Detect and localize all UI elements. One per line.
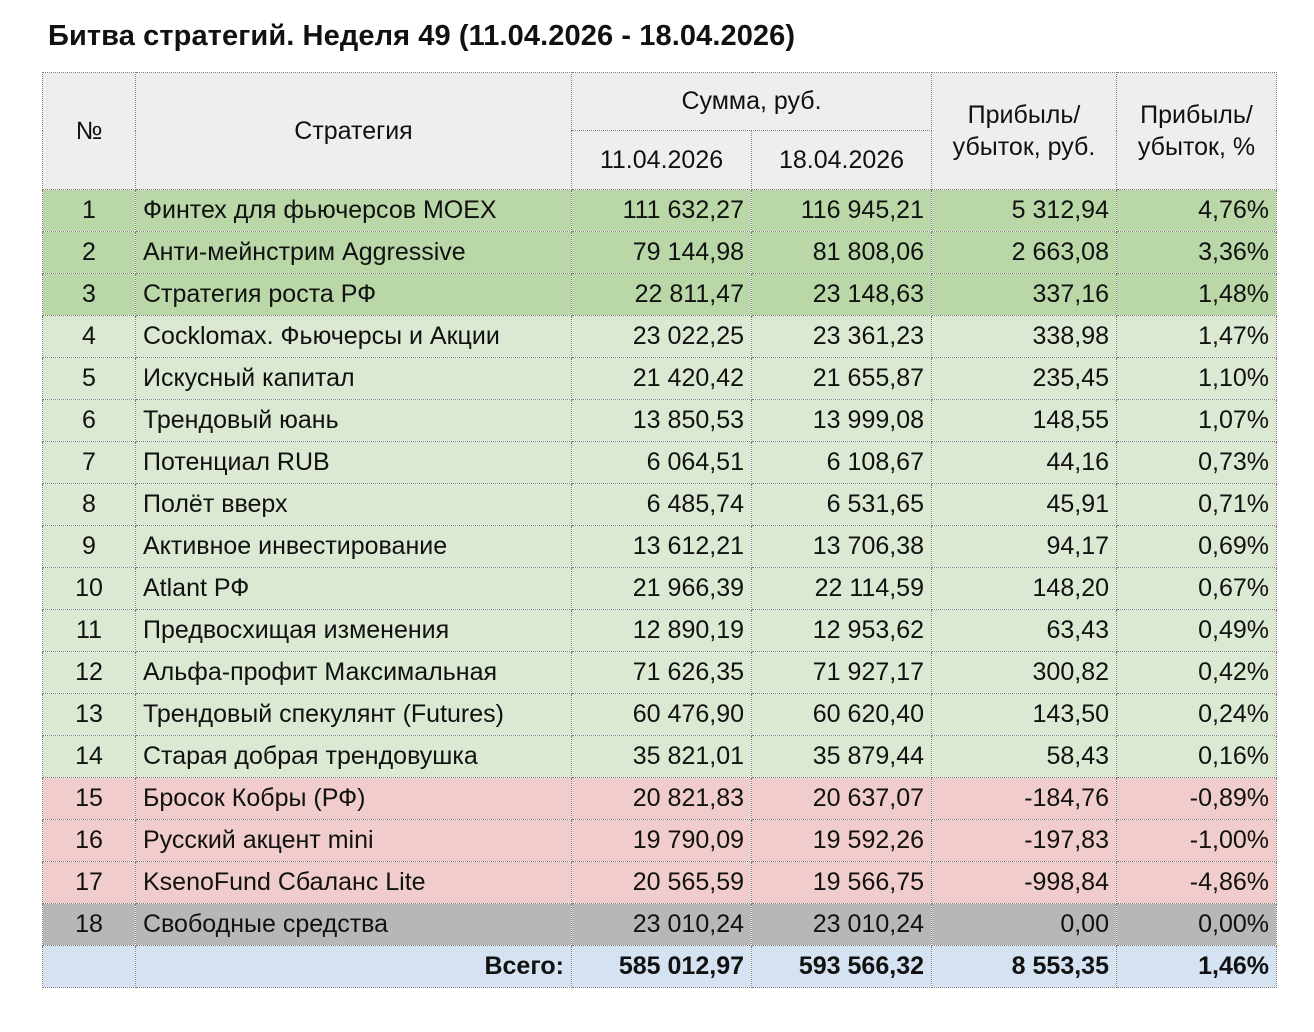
sum-start: 19 790,09 (572, 820, 752, 862)
page-title: Битва стратегий. Неделя 49 (11.04.2026 - 18.04.2026) (48, 20, 796, 52)
row-number: 7 (43, 442, 136, 484)
strategy-name: KsenoFund Сбаланс Lite (136, 862, 572, 904)
strategy-name: Cocklomax. Фьючерсы и Акции (136, 316, 572, 358)
profit-pct: 3,36% (1117, 232, 1277, 274)
strategy-name: Искусный капитал (136, 358, 572, 400)
sum-start: 20 565,59 (572, 862, 752, 904)
sum-end: 23 361,23 (752, 316, 932, 358)
strategy-name: Полёт вверх (136, 484, 572, 526)
strategy-name: Предвосхищая изменения (136, 610, 572, 652)
sum-end: 71 927,17 (752, 652, 932, 694)
strategy-name: Стратегия роста РФ (136, 274, 572, 316)
strategies-table (42, 72, 1277, 988)
row-number: 4 (43, 316, 136, 358)
profit-rub: 300,82 (932, 652, 1117, 694)
profit-rub: 0,00 (932, 904, 1117, 946)
profit-rub: 148,20 (932, 568, 1117, 610)
profit-rub: 94,17 (932, 526, 1117, 568)
table-row (43, 358, 1277, 400)
header-profit-pct-line1: Прибыль/ (1140, 101, 1253, 129)
header-strategy: Стратегия (136, 73, 572, 190)
header-date-end: 18.04.2026 (752, 131, 932, 190)
strategy-name: Свободные средства (136, 904, 572, 946)
profit-rub: 2 663,08 (932, 232, 1117, 274)
sum-start: 21 966,39 (572, 568, 752, 610)
table-row (43, 568, 1277, 610)
row-number: 9 (43, 526, 136, 568)
total-label: Всего: (136, 946, 572, 988)
profit-pct: -4,86% (1117, 862, 1277, 904)
table-row (43, 232, 1277, 274)
sum-start: 6 064,51 (572, 442, 752, 484)
header-profit-rub-line1: Прибыль/ (967, 101, 1081, 129)
sum-start: 6 485,74 (572, 484, 752, 526)
row-number: 14 (43, 736, 136, 778)
sum-end: 22 114,59 (752, 568, 932, 610)
table-row (43, 526, 1277, 568)
strategy-name: Активное инвестирование (136, 526, 572, 568)
sum-end: 19 592,26 (752, 820, 932, 862)
row-number: 1 (43, 190, 136, 232)
table-row (43, 316, 1277, 358)
sum-end: 13 999,08 (752, 400, 932, 442)
header-date-start: 11.04.2026 (572, 131, 752, 190)
strategy-name: Альфа-профит Максимальная (136, 652, 572, 694)
sum-end: 13 706,38 (752, 526, 932, 568)
total-row (43, 946, 1277, 988)
profit-pct: 1,48% (1117, 274, 1277, 316)
row-number: 8 (43, 484, 136, 526)
row-number: 3 (43, 274, 136, 316)
table-row (43, 400, 1277, 442)
sum-end: 6 531,65 (752, 484, 932, 526)
profit-rub: 5 312,94 (932, 190, 1117, 232)
table-row (43, 484, 1277, 526)
profit-rub: 143,50 (932, 694, 1117, 736)
strategy-name: Анти-мейнстрим Aggressive (136, 232, 572, 274)
table-row (43, 778, 1277, 820)
profit-rub: -998,84 (932, 862, 1117, 904)
strategy-name: Трендовый спекулянт (Futures) (136, 694, 572, 736)
sum-end: 116 945,21 (752, 190, 932, 232)
sum-start: 20 821,83 (572, 778, 752, 820)
profit-rub: 45,91 (932, 484, 1117, 526)
profit-pct: 4,76% (1117, 190, 1277, 232)
sum-end: 60 620,40 (752, 694, 932, 736)
header-profit-rub (932, 73, 1117, 190)
row-number: 13 (43, 694, 136, 736)
sum-end: 20 637,07 (752, 778, 932, 820)
sum-end: 21 655,87 (752, 358, 932, 400)
sum-end: 81 808,06 (752, 232, 932, 274)
sum-end: 35 879,44 (752, 736, 932, 778)
total-sum-end: 593 566,32 (752, 946, 932, 988)
row-number: 16 (43, 820, 136, 862)
sum-start: 13 850,53 (572, 400, 752, 442)
sum-start: 79 144,98 (572, 232, 752, 274)
sum-start: 23 022,25 (572, 316, 752, 358)
profit-pct: 0,16% (1117, 736, 1277, 778)
table-row (43, 442, 1277, 484)
table-row (43, 904, 1277, 946)
row-number: 12 (43, 652, 136, 694)
profit-rub: 63,43 (932, 610, 1117, 652)
profit-pct: 0,00% (1117, 904, 1277, 946)
table-row (43, 736, 1277, 778)
header-profit-pct (1117, 73, 1277, 190)
table-row (43, 610, 1277, 652)
profit-pct: 1,10% (1117, 358, 1277, 400)
profit-pct: 0,69% (1117, 526, 1277, 568)
row-number: 10 (43, 568, 136, 610)
sum-start: 60 476,90 (572, 694, 752, 736)
profit-pct: 0,71% (1117, 484, 1277, 526)
row-number: 5 (43, 358, 136, 400)
strategy-name: Русский акцент mini (136, 820, 572, 862)
profit-rub: 337,16 (932, 274, 1117, 316)
total-profit-pct: 1,46% (1117, 946, 1277, 988)
header-profit-rub-line2: убыток, руб. (952, 133, 1096, 161)
header-num: № (43, 73, 136, 190)
sum-start: 35 821,01 (572, 736, 752, 778)
sum-start: 111 632,27 (572, 190, 752, 232)
header-sum: Сумма, руб. (572, 73, 932, 131)
row-number: 2 (43, 232, 136, 274)
profit-pct: 0,24% (1117, 694, 1277, 736)
table-row (43, 694, 1277, 736)
sum-start: 22 811,47 (572, 274, 752, 316)
row-number: 18 (43, 904, 136, 946)
strategy-name: Трендовый юань (136, 400, 572, 442)
sum-start: 12 890,19 (572, 610, 752, 652)
sum-end: 23 148,63 (752, 274, 932, 316)
strategy-name: Финтех для фьючерсов MOEX (136, 190, 572, 232)
profit-rub: 148,55 (932, 400, 1117, 442)
strategy-name: Старая добрая трендовушка (136, 736, 572, 778)
total-sum-start: 585 012,97 (572, 946, 752, 988)
profit-pct: 1,47% (1117, 316, 1277, 358)
sum-end: 6 108,67 (752, 442, 932, 484)
profit-rub: 58,43 (932, 736, 1117, 778)
table-row (43, 862, 1277, 904)
strategy-name: Бросок Кобры (РФ) (136, 778, 572, 820)
row-number: 6 (43, 400, 136, 442)
profit-rub: -197,83 (932, 820, 1117, 862)
profit-rub: 338,98 (932, 316, 1117, 358)
row-number: 15 (43, 778, 136, 820)
sum-end: 19 566,75 (752, 862, 932, 904)
header-profit-pct-line2: убыток, % (1137, 133, 1256, 161)
row-number: 11 (43, 610, 136, 652)
profit-rub: 44,16 (932, 442, 1117, 484)
table-header (43, 73, 1277, 190)
sum-start: 71 626,35 (572, 652, 752, 694)
sum-start: 21 420,42 (572, 358, 752, 400)
strategy-name: Atlant РФ (136, 568, 572, 610)
profit-pct: 0,67% (1117, 568, 1277, 610)
sum-start: 13 612,21 (572, 526, 752, 568)
profit-pct: -0,89% (1117, 778, 1277, 820)
table-body (43, 190, 1277, 946)
profit-pct: 0,42% (1117, 652, 1277, 694)
profit-pct: 0,49% (1117, 610, 1277, 652)
sum-start: 23 010,24 (572, 904, 752, 946)
sum-end: 23 010,24 (752, 904, 932, 946)
profit-pct: 1,07% (1117, 400, 1277, 442)
table-row (43, 274, 1277, 316)
row-number: 17 (43, 862, 136, 904)
total-profit-rub: 8 553,35 (932, 946, 1117, 988)
strategy-name: Потенциал RUB (136, 442, 572, 484)
profit-pct: -1,00% (1117, 820, 1277, 862)
profit-rub: 235,45 (932, 358, 1117, 400)
table-row (43, 652, 1277, 694)
total-num-cell (43, 946, 136, 988)
table-row (43, 820, 1277, 862)
profit-pct: 0,73% (1117, 442, 1277, 484)
sum-end: 12 953,62 (752, 610, 932, 652)
table-row (43, 190, 1277, 232)
profit-rub: -184,76 (932, 778, 1117, 820)
